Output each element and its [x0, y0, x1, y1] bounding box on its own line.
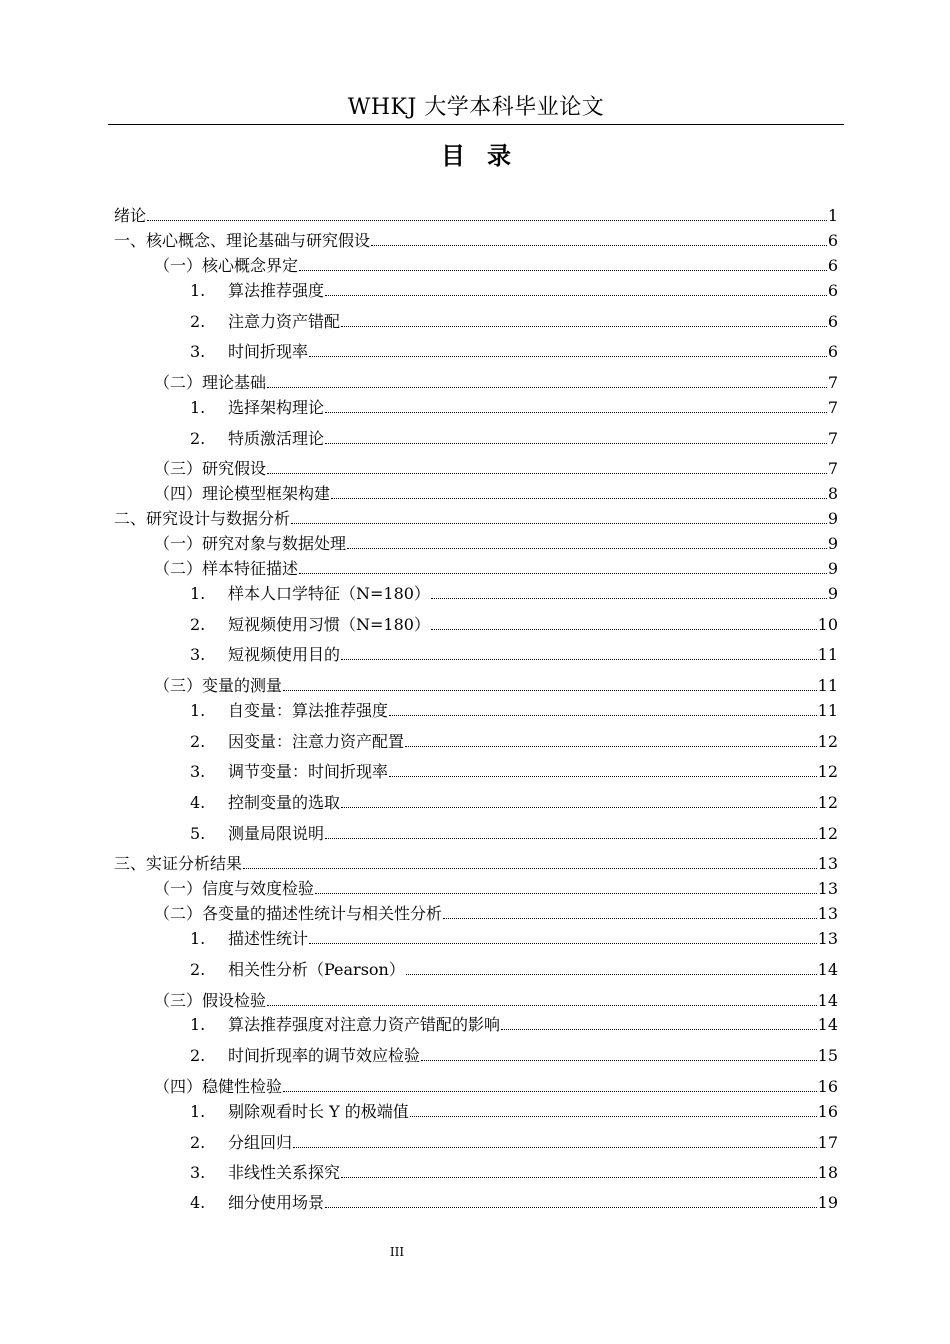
- toc-entry-label: 时间折现率的调节效应检验: [228, 1046, 421, 1065]
- toc-entry-page: 9: [827, 509, 838, 528]
- toc-dot-leader: [243, 868, 817, 869]
- toc-entry-number: 2.: [190, 615, 206, 634]
- toc-dot-leader: [147, 220, 827, 221]
- toc-entry[interactable]: [154, 674, 838, 696]
- toc-entry-label: 样本人口学特征（N=180）: [228, 584, 430, 603]
- toc-entry[interactable]: [190, 643, 838, 665]
- toc-entry-label: 控制变量的选取: [228, 793, 341, 812]
- toc-dot-leader: [341, 326, 827, 327]
- toc-dot-leader: [325, 838, 817, 839]
- toc-entry-label: 注意力资产错配: [228, 312, 341, 331]
- toc-entry-page: 14: [817, 1015, 838, 1034]
- toc-entry-number: 4.: [190, 793, 206, 812]
- toc-dot-leader: [267, 387, 827, 388]
- toc-entry-page: 18: [817, 1163, 838, 1182]
- toc-entry-label: 描述性统计: [228, 929, 309, 948]
- toc-entry-label: 算法推荐强度: [228, 281, 325, 300]
- toc-entry[interactable]: [190, 1013, 838, 1035]
- toc-entry-page: 13: [817, 904, 838, 923]
- toc-entry-page: 16: [817, 1077, 838, 1096]
- toc-entry-number: 1.: [190, 281, 206, 300]
- toc-entry-number: 3.: [190, 762, 206, 781]
- toc-dot-leader: [347, 548, 827, 549]
- toc-entry-page: 14: [817, 991, 838, 1010]
- toc-entry-number: 1.: [190, 398, 206, 417]
- toc-entry-page: 8: [827, 484, 838, 503]
- toc-dot-leader: [283, 690, 817, 691]
- toc-entry-number: 2.: [190, 1046, 206, 1065]
- toc-entry-page: 13: [817, 929, 838, 948]
- toc-entry-label: 短视频使用习惯（N=180）: [228, 615, 430, 634]
- toc-entry[interactable]: [154, 532, 838, 554]
- toc-dot-leader: [325, 295, 827, 296]
- toc-entry-page: 16: [817, 1102, 838, 1121]
- toc-entry[interactable]: [154, 1075, 838, 1097]
- toc-entry-number: 2.: [190, 960, 206, 979]
- toc-entry[interactable]: [190, 340, 838, 362]
- toc-entry-number: 3.: [190, 342, 206, 361]
- toc-entry-page: 15: [817, 1046, 838, 1065]
- toc-dot-leader: [267, 473, 827, 474]
- toc-entry-label: 三、实证分析结果: [114, 854, 243, 873]
- running-header: WHKJ 大学本科毕业论文: [347, 95, 605, 120]
- toc-dot-leader: [406, 974, 817, 975]
- toc-entry-page: 10: [817, 615, 838, 634]
- toc-entry-label: 二、研究设计与数据分析: [114, 509, 291, 528]
- toc-dot-leader: [325, 1207, 817, 1208]
- toc-dot-leader: [389, 776, 817, 777]
- toc-entry-page: 7: [827, 429, 838, 448]
- toc-entry-page: 9: [827, 534, 838, 553]
- toc-dot-leader: [283, 1091, 817, 1092]
- toc-entry-number: 3.: [190, 1163, 206, 1182]
- toc-entry-number: 4.: [190, 1193, 206, 1212]
- toc-entry-page: 13: [817, 854, 838, 873]
- toc-entry[interactable]: [190, 1191, 838, 1213]
- toc-entry-page: 9: [827, 559, 838, 578]
- toc-entry-page: 7: [827, 373, 838, 392]
- toc-entry[interactable]: [154, 371, 838, 393]
- toc-entry-number: 2.: [190, 312, 206, 331]
- toc-entry-number: 2.: [190, 732, 206, 751]
- toc-entry-page: 12: [817, 732, 838, 751]
- toc-dot-leader: [389, 715, 817, 716]
- toc-entry-number: 1.: [190, 584, 206, 603]
- toc-entry-page: 1: [827, 206, 838, 225]
- toc-dot-leader: [405, 746, 817, 747]
- toc-entry-page: 13: [817, 879, 838, 898]
- toc-entry-label: 一、核心概念、理论基础与研究假设: [114, 231, 371, 250]
- toc-entry-page: 11: [817, 645, 838, 664]
- toc-entry-label: 非线性关系探究: [228, 1163, 341, 1182]
- toc-entry[interactable]: [190, 1161, 838, 1183]
- toc-entry-page: 9: [827, 584, 838, 603]
- toc-entry[interactable]: [114, 507, 838, 529]
- toc-entry-label: 短视频使用目的: [228, 645, 341, 664]
- toc-dot-leader: [341, 659, 817, 660]
- toc-entry-page: 17: [817, 1133, 838, 1152]
- toc-entry[interactable]: [114, 204, 838, 226]
- toc-entry[interactable]: [190, 791, 838, 813]
- toc-dot-leader: [299, 573, 827, 574]
- toc-entry-label: 选择架构理论: [228, 398, 325, 417]
- toc-entry-label: 绪论: [114, 206, 147, 225]
- toc-entry-label: 算法推荐强度对注意力资产错配的影响: [228, 1015, 501, 1034]
- toc-dot-leader: [341, 1177, 817, 1178]
- toc-entry-label: 细分使用场景: [228, 1193, 325, 1212]
- toc-entry[interactable]: [190, 396, 838, 418]
- toc-entry[interactable]: [190, 582, 838, 604]
- toc-entry[interactable]: [190, 613, 838, 635]
- toc-entry-number: 3.: [190, 645, 206, 664]
- toc-entry[interactable]: [114, 852, 838, 874]
- toc-entry[interactable]: [154, 557, 838, 579]
- toc-entry-label: 调节变量：时间折现率: [228, 762, 389, 781]
- toc-dot-leader: [315, 893, 817, 894]
- toc-dot-leader: [293, 1147, 817, 1148]
- toc-entry-label: 剔除观看时长 Y 的极端值: [228, 1102, 409, 1121]
- toc-dot-leader: [331, 498, 827, 499]
- toc-dot-leader: [431, 598, 827, 599]
- toc-entry[interactable]: [154, 989, 838, 1011]
- toc-entry[interactable]: [154, 877, 838, 899]
- toc-entry-label: （一）核心概念界定: [154, 256, 299, 275]
- toc-dot-leader: [291, 523, 827, 524]
- toc-entry[interactable]: [190, 1044, 838, 1066]
- toc-entry[interactable]: [190, 699, 838, 721]
- toc-entry-label: 相关性分析（Pearson）: [228, 960, 405, 979]
- toc-entry-number: 1.: [190, 1015, 206, 1034]
- toc-entry-page: 14: [817, 960, 838, 979]
- toc-entry[interactable]: [190, 760, 838, 782]
- toc-dot-leader: [431, 629, 817, 630]
- toc-entry[interactable]: [190, 279, 838, 301]
- toc-entry-page: 6: [827, 312, 838, 331]
- toc-entry-number: 2.: [190, 1133, 206, 1152]
- toc-entry-page: 6: [827, 256, 838, 275]
- toc-entry-page: 6: [827, 281, 838, 300]
- toc-entry-label: （四）理论模型框架构建: [154, 484, 331, 503]
- toc-entry-page: 6: [827, 342, 838, 361]
- toc-entry[interactable]: [114, 229, 838, 251]
- toc-entry-page: 7: [827, 398, 838, 417]
- toc-entry-label: （一）研究对象与数据处理: [154, 534, 347, 553]
- toc-dot-leader: [325, 443, 827, 444]
- toc-entry[interactable]: [154, 457, 838, 479]
- toc-entry-number: 1.: [190, 701, 206, 720]
- toc-entry-number: 5.: [190, 824, 206, 843]
- toc-dot-leader: [341, 807, 817, 808]
- toc-entry[interactable]: [190, 1131, 838, 1153]
- toc-entry-label: （三）研究假设: [154, 459, 267, 478]
- toc-entry[interactable]: [190, 427, 838, 449]
- toc-entry[interactable]: [190, 730, 838, 752]
- toc-entry-label: （二）各变量的描述性统计与相关性分析: [154, 904, 443, 923]
- toc-dot-leader: [421, 1060, 817, 1061]
- toc-entry-label: 时间折现率: [228, 342, 309, 361]
- toc-dot-leader: [299, 270, 827, 271]
- toc-entry[interactable]: [190, 958, 838, 980]
- toc-entry[interactable]: [190, 310, 838, 332]
- toc-entry-label: （二）理论基础: [154, 373, 267, 392]
- toc-dot-leader: [267, 1005, 817, 1006]
- toc-entry[interactable]: [190, 1100, 838, 1122]
- toc-entry[interactable]: [190, 927, 838, 949]
- toc-dot-leader: [309, 356, 827, 357]
- toc-entry-label: （三）变量的测量: [154, 676, 283, 695]
- toc-entry[interactable]: [190, 822, 838, 844]
- toc-entry[interactable]: [154, 254, 838, 276]
- toc-entry-label: （四）稳健性检验: [154, 1077, 283, 1096]
- toc-dot-leader: [325, 412, 827, 413]
- toc-entry-number: 1.: [190, 929, 206, 948]
- toc-entry-page: 7: [827, 459, 838, 478]
- toc-entry-page: 12: [817, 762, 838, 781]
- toc-entry-page: 11: [817, 701, 838, 720]
- toc-entry-label: 分组回归: [228, 1133, 293, 1152]
- toc-entry-label: （二）样本特征描述: [154, 559, 299, 578]
- toc-entry-label: 测量局限说明: [228, 824, 325, 843]
- toc-entry-label: （一）信度与效度检验: [154, 879, 315, 898]
- toc-dot-leader: [443, 918, 817, 919]
- footer-page-number: III: [389, 1245, 405, 1259]
- toc-dot-leader: [410, 1116, 817, 1117]
- toc-entry-label: 特质激活理论: [228, 429, 325, 448]
- toc-entry-page: 6: [827, 231, 838, 250]
- toc-entry-page: 11: [817, 676, 838, 695]
- toc-entry-number: 2.: [190, 429, 206, 448]
- toc-entry[interactable]: [154, 482, 838, 504]
- toc-entry-number: 1.: [190, 1102, 206, 1121]
- toc-entry-page: 19: [817, 1193, 838, 1212]
- toc-entry[interactable]: [154, 902, 838, 924]
- toc-entry-page: 12: [817, 793, 838, 812]
- toc-dot-leader: [309, 943, 817, 944]
- toc-entry-page: 12: [817, 824, 838, 843]
- toc-entry-label: （三）假设检验: [154, 991, 267, 1010]
- toc-dot-leader: [371, 245, 827, 246]
- toc-entry-label: 因变量：注意力资产配置: [228, 732, 405, 751]
- toc-dot-leader: [501, 1029, 817, 1030]
- toc-title: 目录: [441, 142, 533, 170]
- toc-entry-label: 自变量：算法推荐强度: [228, 701, 389, 720]
